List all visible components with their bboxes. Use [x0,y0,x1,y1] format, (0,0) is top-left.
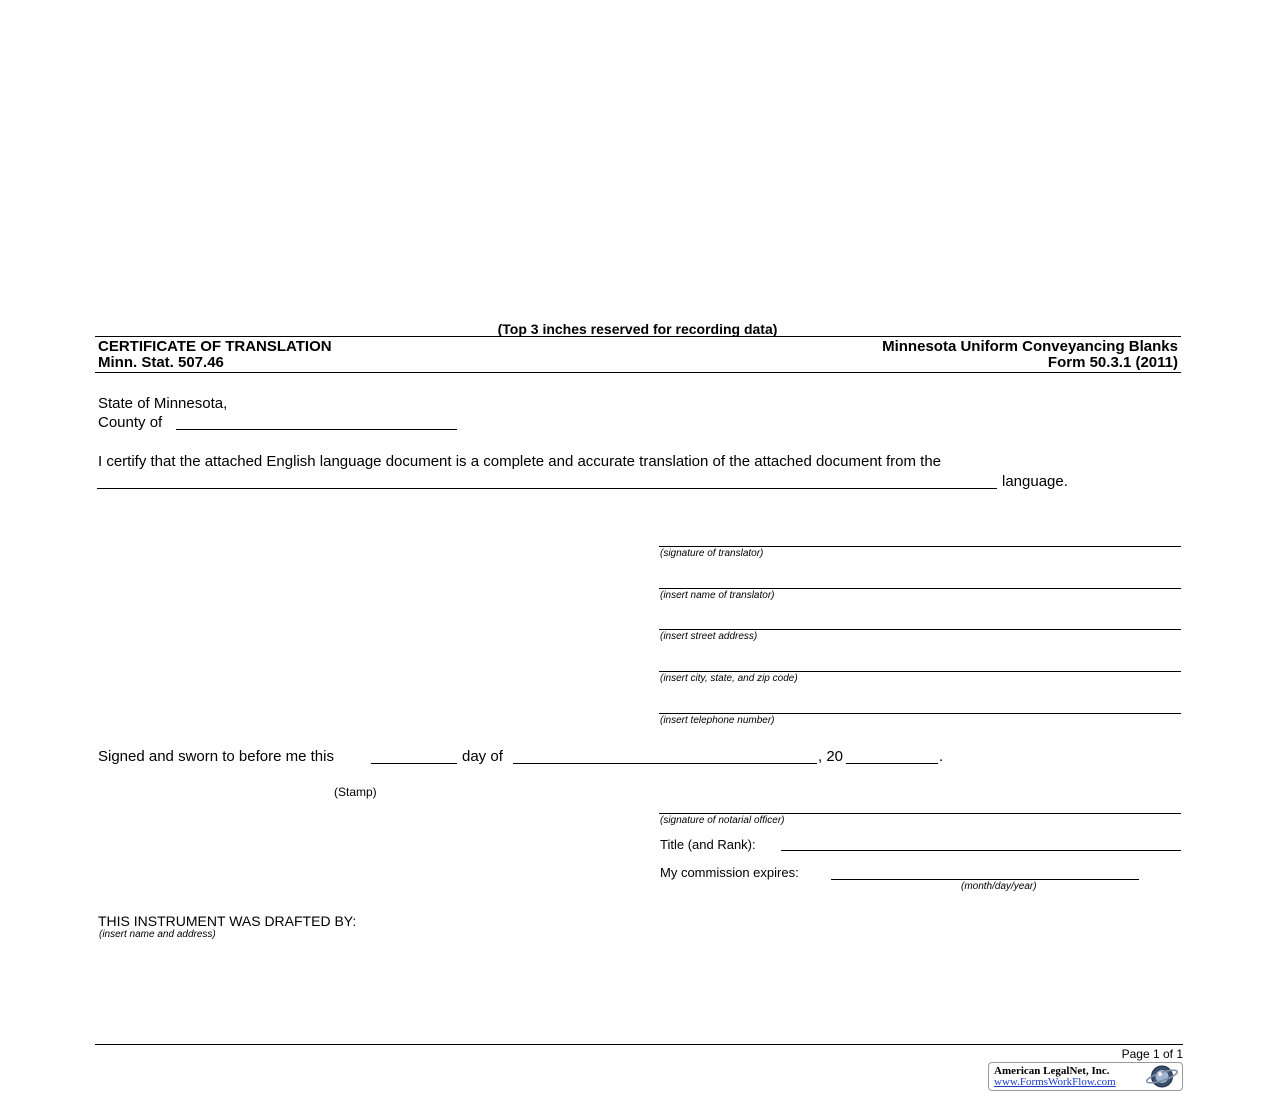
header-bottom-rule [95,372,1181,373]
certification-text: I certify that the attached English language document is a complete and accurate translation of the attached document from the [98,453,942,470]
notary-signature-field[interactable] [659,813,1181,814]
drafted-by-caption: (insert name and address) [99,929,216,940]
commission-label: My commission expires: [660,865,799,880]
city-state-zip-caption: (insert city, state, and zip code) [660,673,798,684]
street-address-field[interactable] [659,629,1181,630]
stamp-label: (Stamp) [334,785,377,799]
company-logo[interactable] [988,1062,1183,1091]
translator-signature-caption: (signature of translator) [660,548,764,559]
title-rank-label: Title (and Rank): [660,837,756,852]
translator-name-field[interactable] [659,588,1181,589]
form-title: CERTIFICATE OF TRANSLATION [98,338,332,355]
city-state-zip-field[interactable] [659,671,1181,672]
commission-expires-field[interactable] [831,879,1139,880]
form-series: Minnesota Uniform Conveyancing Blanks [882,338,1178,355]
header-top-rule [95,336,1181,337]
globe-icon [1145,1064,1179,1089]
state-label: State of Minnesota, [98,395,228,412]
jurat-year-prefix: , 20 [818,748,844,765]
telephone-caption: (insert telephone number) [660,715,775,726]
statute-reference: Minn. Stat. 507.46 [98,354,224,371]
language-suffix: language. [1002,473,1068,490]
jurat-day-field[interactable] [371,763,457,764]
drafted-by-label: THIS INSTRUMENT WAS DRAFTED BY: [98,913,357,929]
jurat-day-of: day of [462,748,503,765]
jurat-month-field[interactable] [513,763,817,764]
company-url[interactable]: www.FormsWorkFlow.com [994,1076,1116,1088]
street-address-caption: (insert street address) [660,631,758,642]
commission-caption: (month/day/year) [961,881,1037,892]
jurat-year-field[interactable] [846,763,938,764]
jurat-prefix: Signed and sworn to before me this [98,748,334,765]
form-number: Form 50.3.1 (2011) [1047,354,1178,371]
footer-rule [95,1044,1183,1045]
telephone-field[interactable] [659,713,1181,714]
company-name: American LegalNet, Inc. [994,1065,1110,1077]
page-number: Page 1 of 1 [1121,1047,1183,1061]
county-label: County of [98,414,163,431]
title-rank-field[interactable] [781,850,1181,851]
jurat-period: . [939,748,944,765]
notary-signature-caption: (signature of notarial officer) [660,815,785,826]
county-field[interactable] [176,429,457,430]
translator-signature-field[interactable] [659,546,1181,547]
source-language-field[interactable] [97,488,997,489]
translator-name-caption: (insert name of translator) [660,590,775,601]
reserved-note: (Top 3 inches reserved for recording data) [497,321,778,337]
